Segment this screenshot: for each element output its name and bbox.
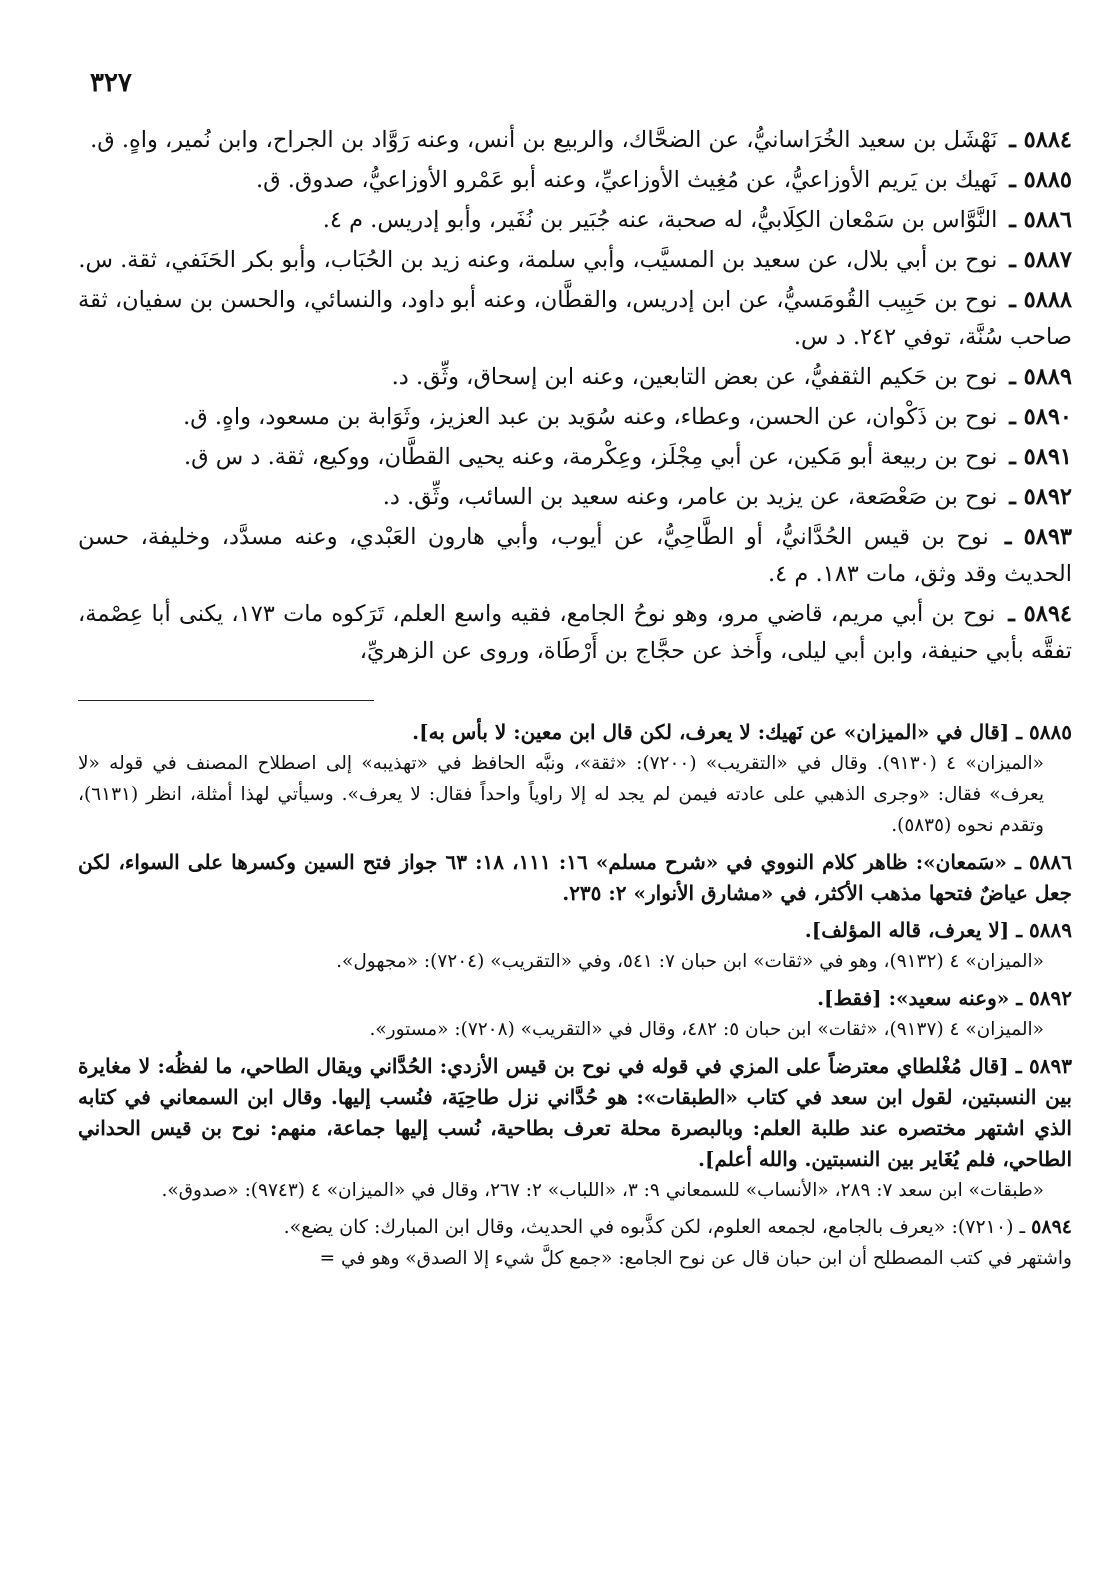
entry-number: ٥٨٩١ <box>1023 444 1072 470</box>
footnote-number: ٥٨٨٩ <box>1029 918 1072 942</box>
footnote-head-text: «وعنه سعيد»: [فقط]. <box>817 986 1010 1010</box>
entry <box>78 162 1072 199</box>
entry-number: ٥٨٨٦ <box>1023 207 1072 233</box>
footnote-heading: ٥٨٩٤ ـ (٧٢١٠): «يعرف بالجامع، لجمعه العلوم، لكن كذَّبوه في الحديث، وقال ابن المبارك: كان يضع». <box>283 1216 1072 1238</box>
footnote-heading: ٥٨٩٢ ـ «وعنه سعيد»: [فقط]. <box>817 986 1072 1010</box>
entry-dash: ـ <box>1001 287 1024 313</box>
page-body <box>78 64 1072 1274</box>
entry <box>78 202 1072 239</box>
entry-text: نَهيك بن يَريم الأوزاعيُّ، عن مُغِيث الأوزاعيِّ، وعنه أبو عَمْرو الأوزاعيُّ، صدوق. ق. <box>256 167 998 193</box>
footnote-head-text: [قال مُغْلطاي معترضاً على المزي في قوله في نوح بن قيس الأزدي: الحُدَّاني ويقال الطاحي، ما لفظُه: لا مغايرة بين النسبتين، لقول ابن سعد في كتاب «الطبقات»: هو حُدَّاني نزل طاحِيَة، فنُسب إليها. وقال ابن السمعاني في كتابه الذي اشتهر مختصره عند طلبة العلم: وبالبصرة محلة تعرف بطاحية، نُسب إليها جماعة، منهم: نوح بن قيس الحداني الطاحي، فلم يُغَاير بين النسبتين. والله أعلم]. <box>78 1054 1072 1171</box>
entry-text: نوح بن حَكيم الثقفيُّ، عن بعض التابعين، وعنه ابن إسحاق، وثِّق. د. <box>391 364 998 390</box>
footnote-heading: ٥٨٨٥ ـ [قال في «الميزان» عن نَهيك: لا يعرف، لكن قال ابن معين: لا بأس به]. <box>412 720 1072 744</box>
footnote-body: «طبقات» ابن سعد ٧: ٢٨٩، «الأنساب» للسمعاني ٩: ٣، «اللباب» ٢: ٢٦٧، وقال في «الميزان» ٤ (٩٧٤٣): «صدوق». <box>161 1180 1044 1201</box>
entry <box>78 359 1072 396</box>
entry-number: ٥٨٨٧ <box>1023 247 1072 273</box>
footnote-separator <box>78 700 374 701</box>
entry-dash: ـ <box>1001 364 1024 390</box>
footnote-head-text: [لا يعرف، قاله المؤلف]. <box>804 918 1010 942</box>
entry-text: نوح بن أبي بلال، عن سعيد بن المسيَّب، وأبي سلمة، وعنه زيد بن الحُبَاب، وأبو بكر الحَنَفي، ثقة. س. <box>78 247 998 273</box>
footnote-body: «الميزان» ٤ (٩١٣٢)، وهو في «ثقات» ابن حبان ٧: ٥٤١، وفي «التقريب» (٧٢٠٤): «مجهول». <box>336 951 1044 972</box>
entry-dash: ـ <box>999 601 1024 627</box>
entry-number: ٥٨٨٥ <box>1023 167 1072 193</box>
footnote-number: ٥٨٨٦ <box>1029 850 1072 874</box>
entry-dash: ـ <box>992 524 1024 550</box>
entry <box>78 122 1072 159</box>
entry <box>78 479 1072 516</box>
footnote-number: ٥٨٨٥ <box>1029 720 1072 744</box>
entry <box>78 596 1072 670</box>
footnote-number: ٥٨٩٤ <box>1031 1216 1072 1238</box>
entry <box>78 242 1072 279</box>
entry-number: ٥٨٨٩ <box>1023 364 1072 390</box>
entry-text: نوح بن صَعْصَعة، عن يزيد بن عامر، وعنه سعيد بن السائب، وثِّق. د. <box>382 484 998 510</box>
entry-number: ٥٨٩٢ <box>1023 484 1072 510</box>
entry-text: نوح بن أبي مريم، قاضي مرو، وهو نوحُ الجامع، فقيه واسع العلم، تَرَكوه مات ١٧٣، يكنى أبا عِصْمة، تفقَّه بأبي حنيفة، وابن أبي ليلى، وأَخذ عن حجَّاج بن أَرْطَاة، وروى عن الزهريِّ، <box>78 601 1072 664</box>
footnote-body: «الميزان» ٤ (٩١٣٠). وقال في «التقريب» (٧٢٠٠): «ثقة»، ونبَّه الحافظ في «تهذيبه» إلى اصطلاح المصنف في قوله «لا يعرف» فقال: «وجرى الذهبي على عادته فيمن لم يجد له إلا راوياً واحداً فقال: لا يعرف». وسيأتي لهذا أمثلة، انظر (٦١٣١)، وتقدم نحوه (٥٨٣٥). <box>78 753 1044 836</box>
entry-number: ٥٨٩٠ <box>1023 404 1072 430</box>
entry-dash: ـ <box>1001 484 1024 510</box>
entry-text: نوح بن ربيعة أبو مَكين، عن أبي مِجْلَز، وعِكْرمة، وعنه يحيى القطَّان، ووكيع، ثقة. د س ق. <box>184 444 998 470</box>
entry-text: نوح بن قيس الحُدَّانيُّ، أو الطَّاحِيُّ، عن أيوب، وأبي هارون العَبْدي، وعنه مسدَّد، وخليفة، حسن الحديث وقد وثق، مات ١٨٣. م ٤. <box>78 524 1072 587</box>
entry-number: ٥٨٨٨ <box>1023 287 1073 313</box>
entry-text: نَهْشَل بن سعيد الخُرَاسانيُّ، عن الضحَّاك، والربيع بن أنس، وعنه رَوَّاد بن الجراح، وابن نُمير، واهٍ. ق. <box>90 127 998 153</box>
entry <box>78 439 1072 476</box>
entry-text: نوح بن ذَكْوان، عن الحسن، وعطاء، وعنه سُوَيد بن عبد العزيز، وثَوَابة بن مسعود، واهٍ. ق. <box>183 404 998 430</box>
page-number: ٣٢٧ <box>90 68 132 98</box>
entry-number: ٥٨٩٤ <box>1023 601 1072 627</box>
entry-dash: ـ <box>1001 207 1024 233</box>
entry-number: ٥٨٩٣ <box>1023 524 1073 550</box>
footnote-heading: ٥٨٨٩ ـ [لا يعرف، قاله المؤلف]. <box>804 918 1072 942</box>
entry-dash: ـ <box>1001 127 1024 153</box>
footnote-body: «الميزان» ٤ (٩١٣٧)، «ثقات» ابن حبان ٥: ٤٨٢، وقال في «التقريب» (٧٢٠٨): «مستور». <box>369 1019 1044 1040</box>
entry-dash: ـ <box>1001 444 1024 470</box>
footnote-head-text: (٧٢١٠): «يعرف بالجامع، لجمعه العلوم، لكن كذَّبوه في الحديث، وقال ابن المبارك: كان يضع». <box>283 1216 1014 1238</box>
entry <box>78 282 1072 356</box>
footnote-number: ٥٨٩٢ <box>1029 986 1072 1010</box>
footnote-head-text: [قال في «الميزان» عن نَهيك: لا يعرف، لكن قال ابن معين: لا بأس به]. <box>412 720 1010 744</box>
footnote-number: ٥٨٩٣ <box>1029 1054 1072 1078</box>
footnote-heading: ٥٨٩٣ ـ [قال مُغْلطاي معترضاً على المزي في قوله في نوح بن قيس الأزدي: الحُدَّاني ويقال الطاحي، ما لفظُه: لا مغايرة بين النسبتين، لقول ابن سعد في كتاب «الطبقات»: هو حُدَّاني نزل طاحِيَة، فنُسب إليها. وقال ابن السمعاني في كتابه الذي اشتهر مختصره عند طلبة العلم: وبالبصرة محلة تعرف بطاحية، نُسب إليها جماعة، منهم: نوح بن قيس الحداني الطاحي، فلم يُغَاير بين النسبتين. والله أعلم]. <box>78 1054 1072 1171</box>
main-text <box>78 122 1072 670</box>
footnote-heading: ٥٨٨٦ ـ «سَمعان»: ظاهر كلام النووي في «شرح مسلم» ١٦: ١١١، ١٨: ٦٣ جواز فتح السين وكسرها على السواء، لكن جعل عياضٌ فتحها مذهب الأكثر، في «مشارق الأنوار» ٢: ٢٣٥. <box>78 850 1072 905</box>
entry-dash: ـ <box>1001 404 1024 430</box>
entry-text: نوح بن حَبِيب القُومَسيُّ، عن ابن إدريس، والقطَّان، وعنه أبو داود، والنسائي، والحسن بن سفيان، ثقة صاحب سُنَّة، توفي ٢٤٢. د س. <box>78 287 1072 350</box>
footnote-head-text: «سَمعان»: ظاهر كلام النووي في «شرح مسلم» ١٦: ١١١، ١٨: ٦٣ جواز فتح السين وكسرها على السواء، لكن جعل عياضٌ فتحها مذهب الأكثر، في «مشارق الأنوار» ٢: ٢٣٥. <box>78 850 1072 905</box>
entry-number: ٥٨٨٤ <box>1023 127 1072 153</box>
entry <box>78 519 1072 593</box>
footnote-body: واشتهر في كتب المصطلح أن ابن حبان قال عن نوح الجامع: «جمع كلَّ شيء إلا الصدق» وهو في = <box>319 1248 1072 1269</box>
entry <box>78 399 1072 436</box>
entry-text: النَّوَّاس بن سَمْعان الكِلَابيُّ، له صحبة، عنه جُبَير بن نُفَير، وأبو إدريس. م ٤. <box>322 207 998 233</box>
entry-dash: ـ <box>1001 167 1024 193</box>
entry-dash: ـ <box>1001 247 1024 273</box>
footnotes <box>78 717 1072 1274</box>
